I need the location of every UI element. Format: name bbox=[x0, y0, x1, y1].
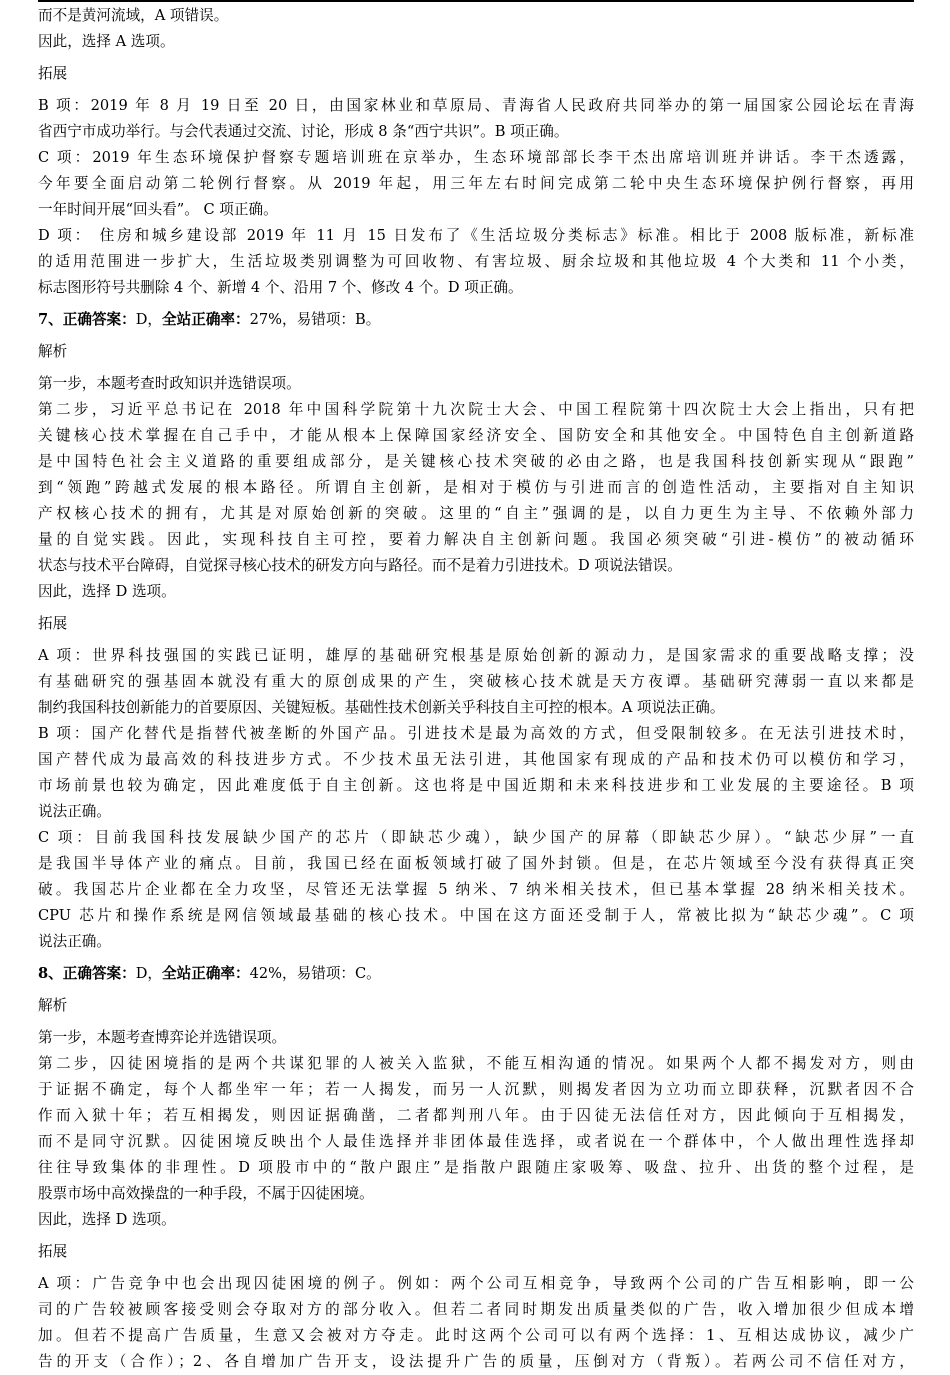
text-line: B 项：国产化替代是指替代被垄断的外国产品。引进技术是最为高效的方式，但受限制较多。在无法引进技术时， bbox=[38, 725, 914, 742]
text-line: 第一步，本题考查博弈论并选错误项。 bbox=[38, 1029, 287, 1046]
text-line: 今年要全面启动第二轮例行督察。从 2019 年起，用三年左右时间完成第二轮中央生态环境保护例行督察，再用 bbox=[38, 175, 914, 192]
q8-rate-value: 42%，易错项：C。 bbox=[249, 965, 381, 982]
text-line: 加。但若不提高广告质量，生意又会被对方夺走。此时这两个公司可以有两个选择：1、互相达成协议，减少广 bbox=[38, 1327, 914, 1344]
text-line: 司的广告较被顾客接受则会夺取对方的部分收入。但若二者同时期发出质量类似的广告，收入增加很少但成本增 bbox=[38, 1301, 914, 1318]
text-line: 股票市场中高效操盘的一种手段，不属于囚徒困境。 bbox=[38, 1185, 374, 1202]
q8-analysis-label: 解析 bbox=[38, 997, 68, 1014]
text-line: A 项：世界科技强国的实践已证明，雄厚的基础研究根基是原始创新的源动力，是国家需求的重要战略支撑；没 bbox=[38, 647, 914, 664]
text-line: 说法正确。 bbox=[38, 803, 111, 820]
q7-answer-value: D， bbox=[135, 311, 163, 328]
text-line: 是我国半导体产业的痛点。目前，我国已经在面板领域打破了国外封锁。但是，在芯片领域至今没有获得真正突 bbox=[38, 855, 914, 872]
q7-rate-label: 全站正确率： bbox=[162, 311, 250, 328]
text-line: A 项：广告竞争中也会出现囚徒困境的例子。例如：两个公司互相竞争，导致两个公司的广告互相影响，即一公 bbox=[38, 1275, 914, 1292]
text-line: 作而入狱十年；若互相揭发，则因证据确凿，二者都判刑八年。由于囚徒无法信任对方，因此倾向于互相揭发， bbox=[38, 1107, 914, 1124]
q8-answer-heading bbox=[38, 961, 914, 987]
q7-analysis-label: 解析 bbox=[38, 343, 68, 360]
document-page bbox=[38, 3, 914, 1375]
text-line: 说法正确。 bbox=[38, 933, 111, 950]
text-line: 而不是同守沉默。囚徒困境反映出个人最佳选择并非团体最佳选择，或者说在一个群体中，个人做出理性选择却 bbox=[38, 1133, 914, 1150]
text-line: 有基础研究的强基固本就没有重大的原创成果的产生，突破核心技术就是天方夜谭。基础研究薄弱一直以来都是 bbox=[38, 673, 914, 690]
text-line: C 项：2019 年生态环境保护督察专题培训班在京举办，生态环境部部长李干杰出席培训班并讲话。李干杰透露， bbox=[38, 149, 914, 166]
text-line: 省西宁市成功举行。与会代表通过交流、讨论，形成 8 条“西宁共识”。B 项正确。 bbox=[38, 123, 569, 140]
q7-number: 7、 bbox=[38, 311, 63, 328]
q7-answer-heading bbox=[38, 307, 914, 333]
text-line: 的适用范围进一步扩大，生活垃圾类别调整为可回收物、有害垃圾、厨余垃圾和其他垃圾 4 个大类和 11 个小类， bbox=[38, 253, 914, 270]
text-line: 一年时间开展“回头看”。 C 项正确。 bbox=[38, 201, 278, 218]
text-line: 告的开支（合作）；2、各自增加广告开支，设法提升广告的质量，压倒对方（背叛）。若两公司不信任对方， bbox=[38, 1353, 914, 1370]
text-line: 是中国特色社会主义道路的重要组成部分，是关键核心技术突破的必由之路，也是我国科技创新实现从“跟跑” bbox=[38, 453, 914, 470]
text-line: 量的自觉实践。因此，实现科技自主可控，要着力解决自主创新问题。我国必须突破“引进-模仿”的被动循环 bbox=[38, 531, 914, 548]
extension-label: 拓展 bbox=[38, 1243, 68, 1260]
text-line: C 项：目前我国科技发展缺少国产的芯片（即缺芯少魂），缺少国产的屏幕（即缺芯少屏）。“缺芯少屏”一直 bbox=[38, 829, 914, 846]
text-line: 第二步，习近平总书记在 2018 年中国科学院第十九次院士大会、中国工程院第十四次院士大会上指出，只有把 bbox=[38, 401, 914, 418]
q7-answer-label: 正确答案： bbox=[62, 311, 136, 328]
extension-label: 拓展 bbox=[38, 615, 68, 632]
text-line: D 项： 住房和城乡建设部 2019 年 11 月 15 日发布了《生活垃圾分类标志》标准。相比于 2008 版标准，新标准 bbox=[38, 227, 914, 244]
text-line: 制约我国科技创新能力的首要原因、关键短板。基础性技术创新关乎科技自主可控的根本。A 项说法正确。 bbox=[38, 699, 725, 716]
text-line: 而不是黄河流域，A 项错误。 bbox=[38, 7, 229, 24]
q7-rate-value: 27%，易错项：B。 bbox=[249, 311, 381, 328]
text-line: 破。我国芯片企业都在全力攻坚，尽管还无法掌握 5 纳米、7 纳米相关技术，但已基本掌握 28 纳米相关技术。 bbox=[38, 881, 914, 898]
text-line: 国产替代成为最高效的科技进步方式。不少技术虽无法引进，其他国家有现成的产品和技术仍可以模仿和学习， bbox=[38, 751, 914, 768]
text-line: 因此，选择 A 选项。 bbox=[38, 33, 175, 50]
q8-rate-label: 全站正确率： bbox=[162, 965, 250, 982]
text-line: 状态与技术平台障碍，自觉探寻核心技术的研发方向与路径。而不是着力引进技术。D 项说法错误。 bbox=[38, 557, 682, 574]
text-line: 往往导致集体的非理性。D 项股市中的“散户跟庄”是指散户跟随庄家吸筹、吸盘、拉升、出货的整个过程，是 bbox=[38, 1159, 914, 1176]
top-rule bbox=[38, 0, 914, 2]
text-line: 第一步，本题考查时政知识并选错误项。 bbox=[38, 375, 301, 392]
text-line: 产权核心技术的拥有，尤其是对原始创新的突破。这里的“自主”强调的是，以自力更生为主导、不依赖外部力 bbox=[38, 505, 914, 522]
text-line: 标志图形符号共删除 4 个、新增 4 个、沿用 7 个、修改 4 个。D 项正确。 bbox=[38, 279, 523, 296]
text-line: 因此，选择 D 选项。 bbox=[38, 1211, 176, 1228]
q8-answer-value: D， bbox=[135, 965, 163, 982]
text-line: 因此，选择 D 选项。 bbox=[38, 583, 176, 600]
text-line: 到“领跑”跨越式发展的根本路径。所谓自主创新，是相对于模仿与引进而言的创造性活动，主要指对自主知识 bbox=[38, 479, 914, 496]
text-line: 于证据不确定，每个人都坐牢一年；若一人揭发，而另一人沉默，则揭发者因为立功而立即获释，沉默者因不合 bbox=[38, 1081, 914, 1098]
q8-number: 8、 bbox=[38, 965, 63, 982]
text-line: 市场前景也较为确定，因此难度低于自主创新。这也将是中国近期和未来科技进步和工业发展的主要途径。B 项 bbox=[38, 777, 914, 794]
text-line: CPU 芯片和操作系统是网信领域最基础的核心技术。中国在这方面还受制于人，常被比拟为“缺芯少魂”。C 项 bbox=[38, 907, 914, 924]
extension-label: 拓展 bbox=[38, 65, 68, 82]
text-line: 第二步，囚徒困境指的是两个共谋犯罪的人被关入监狱，不能互相沟通的情况。如果两个人都不揭发对方，则由 bbox=[38, 1055, 914, 1072]
text-line: 关键核心技术掌握在自己手中，才能从根本上保障国家经济安全、国防安全和其他安全。中国特色自主创新道路 bbox=[38, 427, 914, 444]
text-line: B 项：2019 年 8 月 19 日至 20 日，由国家林业和草原局、青海省人民政府共同举办的第一届国家公园论坛在青海 bbox=[38, 97, 914, 114]
q8-answer-label: 正确答案： bbox=[62, 965, 136, 982]
